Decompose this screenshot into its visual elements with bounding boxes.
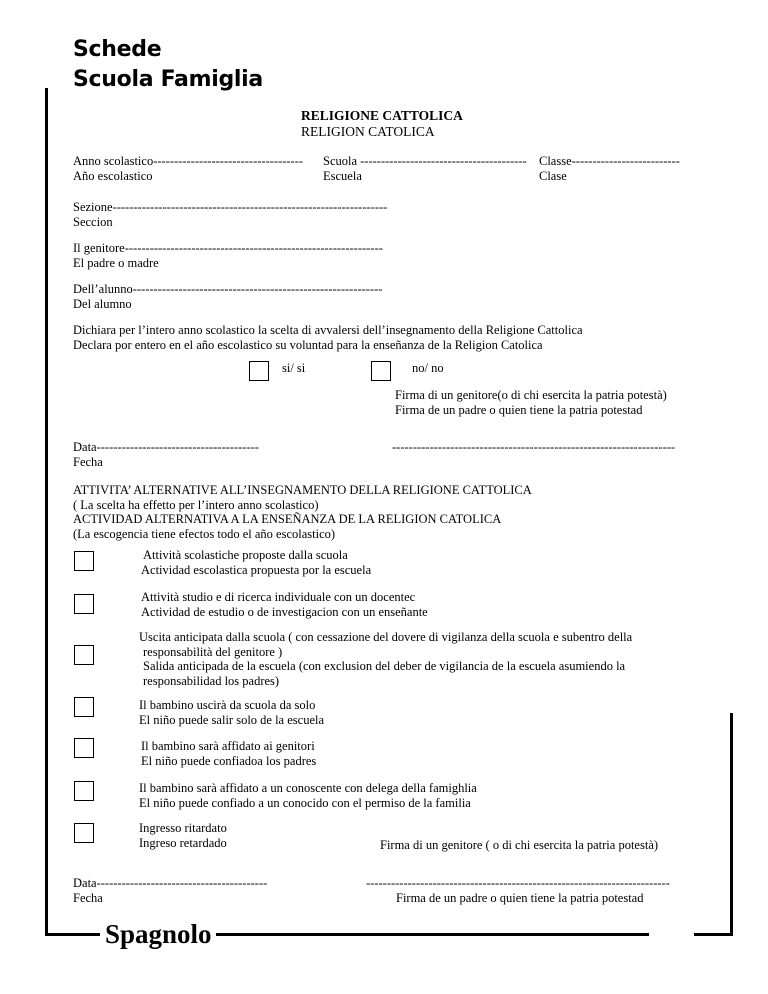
signature-caption-it: Firma di un genitore(o di chi esercita la patria potestà): [395, 388, 667, 402]
declaration-it: Dichiara per l’intero anno scolastico la scelta di avvalersi dell’insegnamento della Religione Cattolica: [73, 323, 583, 337]
alternatives-note-es: (La escogencia tiene efectos todo el año escolastico): [73, 527, 336, 541]
anno-label-es: Año escolastico: [73, 169, 153, 183]
option-text: Ingreso retardado: [139, 836, 227, 850]
option-checkbox[interactable]: [74, 781, 94, 801]
option-text: El niño puede confiadoa los padres: [141, 754, 317, 768]
option-checkbox[interactable]: [74, 738, 94, 758]
option-text: Attività studio e di ricerca individuale con un docentec: [141, 590, 416, 604]
frame-bottom-right: [694, 933, 733, 936]
option-text: Actividad de estudio o de investigacion con un enseñante: [141, 605, 428, 619]
title-spanish: RELIGION CATOLICA: [301, 124, 435, 139]
option-text: Ingresso ritardato: [139, 821, 227, 835]
genitore-label-es: El padre o madre: [73, 256, 159, 270]
brand-line-2: Scuola Famiglia: [73, 67, 263, 92]
option-checkbox[interactable]: [74, 551, 94, 571]
signature-caption-it: Firma di un genitore ( o di chi esercita la patria potestà): [380, 838, 659, 852]
option-checkbox[interactable]: [74, 697, 94, 717]
brand-line-1: Schede: [73, 37, 162, 62]
frame-right-bar: [730, 713, 733, 936]
alternatives-note-it: ( La scelta ha effetto per l’intero anno scolastico): [73, 498, 319, 512]
date-label-it: Data-----------------------------------------: [73, 876, 268, 890]
date-label-es: Fecha: [73, 891, 103, 905]
option-checkbox[interactable]: [74, 594, 94, 614]
alunno-label-it: Dell’alunno------------------------------------------------------------: [73, 282, 383, 296]
option-checkbox[interactable]: [74, 823, 94, 843]
frame-bottom-left: [45, 933, 100, 936]
frame-left-bar: [45, 88, 48, 936]
classe-label-es: Clase: [539, 169, 567, 183]
declaration-es: Declara por entero en el año escolastico su voluntad para la enseñanza de la Religion Catolica: [73, 338, 543, 352]
option-text: Uscita anticipata dalla scuola ( con cessazione del dovere di vigilanza della scuola e subentro della: [139, 630, 633, 644]
option-checkbox[interactable]: [74, 645, 94, 665]
option-text: Attività scolastiche proposte dalla scuola: [143, 548, 348, 562]
option-text: Actividad escolastica propuesta por la escuela: [141, 563, 372, 577]
option-text: Salida anticipada de la escuela (con exclusion del deber de vigilancia de la escuela asumiendo la: [143, 659, 626, 673]
classe-label-it: Classe--------------------------: [539, 154, 680, 168]
title-italian: RELIGIONE CATTOLICA: [301, 108, 463, 123]
anno-label-it: Anno scolastico------------------------------------: [73, 154, 304, 168]
option-text: Il bambino sarà affidato a un conoscente con delega della famighlia: [139, 781, 477, 795]
option-text: responsabilità del genitore ): [143, 645, 283, 659]
signature-line: -------------------------------------------------------------------------: [366, 876, 670, 890]
signature-caption-es: Firma de un padre o quien tiene la patria potestad: [396, 891, 644, 905]
option-text: responsabilidad los padres): [143, 674, 280, 688]
scuola-label-es: Escuela: [323, 169, 362, 183]
option-text: Il bambino sarà affidato ai genitori: [141, 739, 315, 753]
option-text: Il bambino uscirà da scuola da solo: [139, 698, 316, 712]
no-checkbox[interactable]: [371, 361, 391, 381]
footer-language-label: Spagnolo: [101, 914, 216, 954]
alunno-label-es: Del alumno: [73, 297, 132, 311]
brand-title: [73, 35, 263, 95]
yes-label: si/ si: [282, 361, 306, 375]
scuola-label-it: Scuola ----------------------------------------: [323, 154, 527, 168]
option-text: El niño puede confiado a un conocido con el permiso de la familia: [139, 796, 471, 810]
sezione-label-es: Seccion: [73, 215, 113, 229]
signature-caption-es: Firma de un padre o quien tiene la patria potestad: [395, 403, 643, 417]
alternatives-heading-es: ACTIVIDAD ALTERNATIVA A LA ENSEÑANZA DE LA RELIGION CATOLICA: [73, 512, 502, 526]
signature-line: --------------------------------------------------------------------: [392, 440, 676, 454]
sezione-label-it: Sezione------------------------------------------------------------------: [73, 200, 388, 214]
genitore-label-it: Il genitore--------------------------------------------------------------: [73, 241, 383, 255]
no-label: no/ no: [412, 361, 444, 375]
date-label-es: Fecha: [73, 455, 103, 469]
date-label-it: Data---------------------------------------: [73, 440, 259, 454]
alternatives-heading-it: ATTIVITA’ ALTERNATIVE ALL’INSEGNAMENTO DELLA RELIGIONE CATTOLICA: [73, 483, 532, 497]
frame-bottom-center: [203, 933, 649, 936]
yes-checkbox[interactable]: [249, 361, 269, 381]
option-text: El niño puede salir solo de la escuela: [139, 713, 325, 727]
